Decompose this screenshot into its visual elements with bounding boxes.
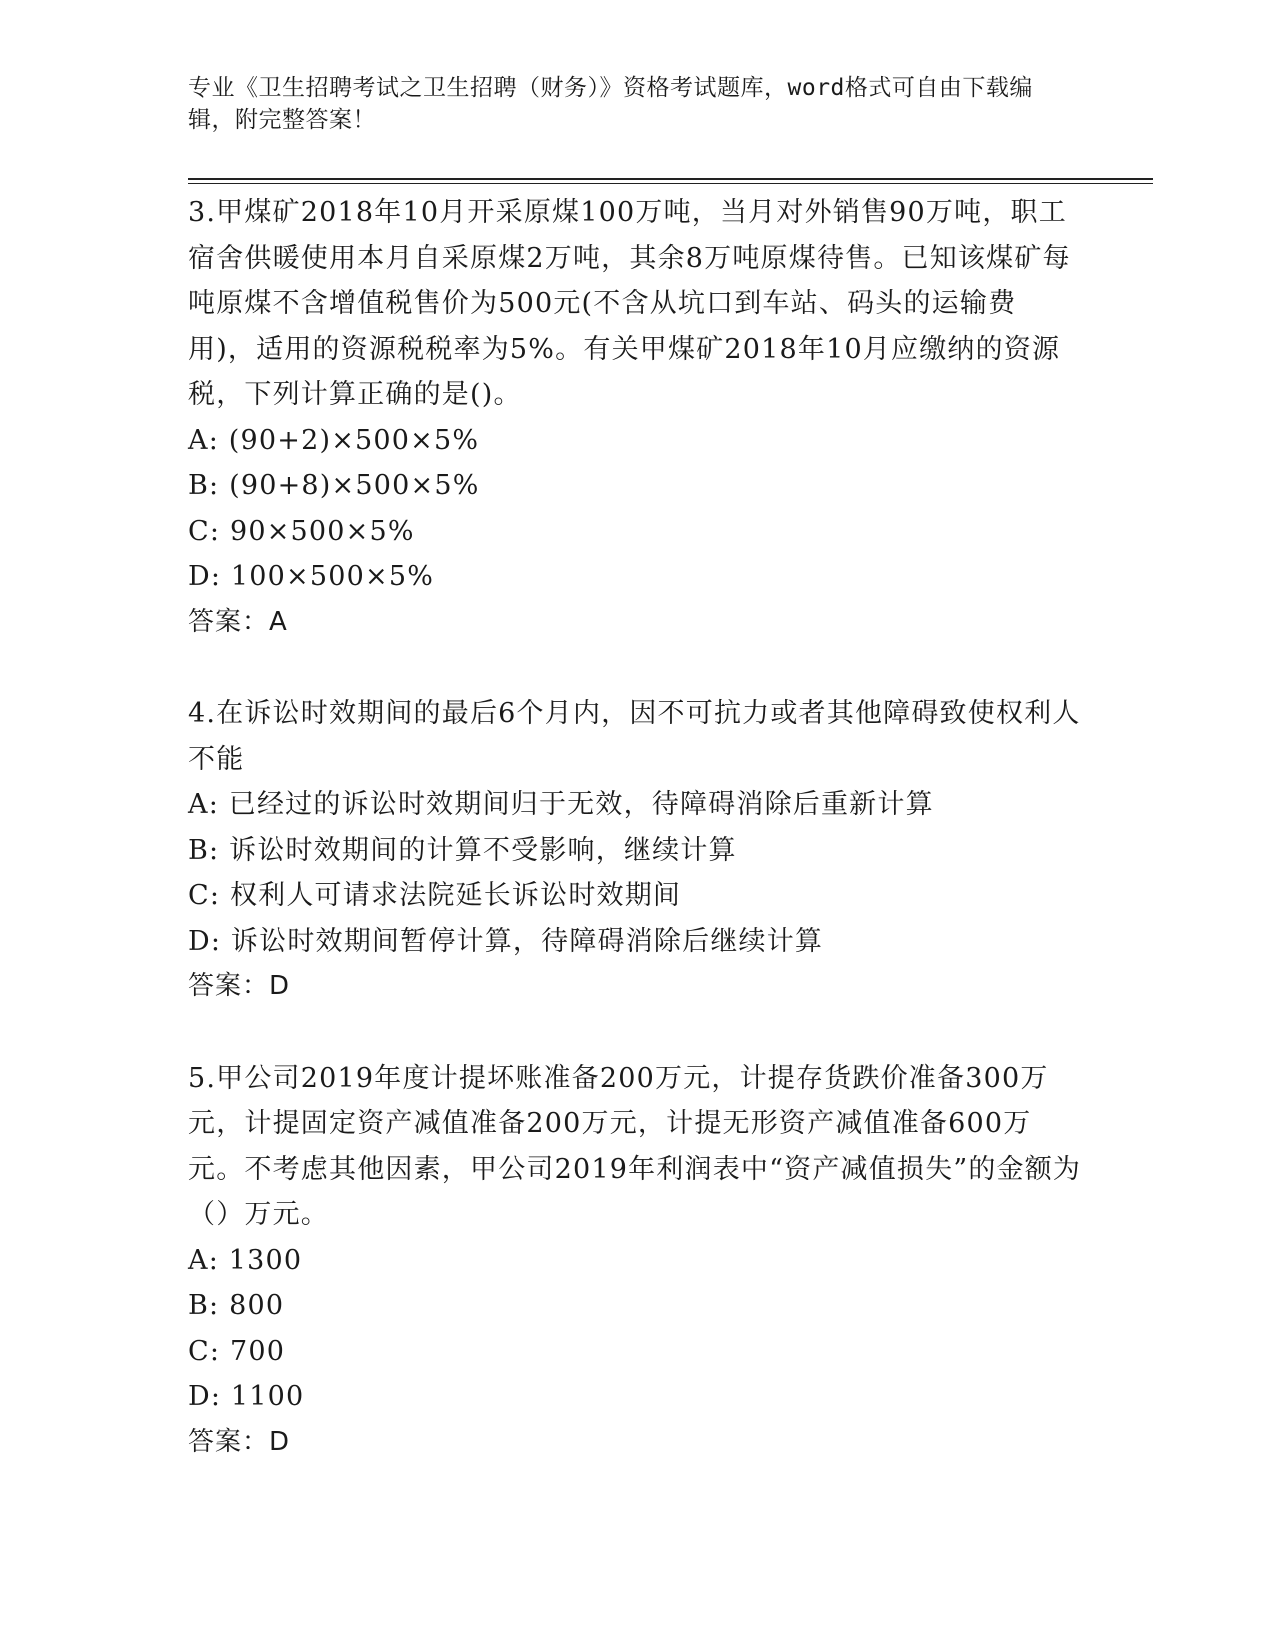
question-list xyxy=(188,190,1083,1511)
option-d: D: 1100 xyxy=(188,1381,305,1412)
option-a: A: (90+2)×500×5% xyxy=(188,424,480,456)
option-b: B: 诉讼时效期间的计算不受影响，继续计算 xyxy=(188,834,737,866)
answer-label: 答案：D xyxy=(188,971,291,1001)
option-c: C: 权利人可请求法院延长诉讼时效期间 xyxy=(188,880,682,911)
header-divider-thin xyxy=(188,183,1153,184)
question-3 xyxy=(188,190,1083,645)
option-b: B: (90+8)×500×5% xyxy=(188,470,480,501)
question-stem: 4.在诉讼时效期间的最后6个月内，因不可抗力或者其他障碍致使权利人不能 xyxy=(188,698,1081,775)
question-stem: 3.甲煤矿2018年10月开采原煤100万吨，当月对外销售90万吨，职工宿舍供暖使用本月自采原煤2万吨，其余8万吨原煤待售。已知该煤矿每吨原煤不含增值税售价为500元(不含从坑口到车站、码头的运输费用)，适用的资源税税率为5%。有关甲煤矿2018年10月应缴纳的资源税，下列计算正确的是()。 xyxy=(188,197,1071,410)
option-d: D: 诉讼时效期间暂停计算，待障碍消除后继续计算 xyxy=(188,925,824,957)
question-5 xyxy=(188,1056,1083,1466)
option-a: A: 1300 xyxy=(188,1244,303,1276)
document-header: 专业《卫生招聘考试之卫生招聘（财务）》资格考试题库，word格式可自由下载编辑，附完整答案！ xyxy=(188,75,1033,133)
header-divider-thick xyxy=(188,178,1153,180)
option-c: C: 90×500×5% xyxy=(188,515,415,547)
question-4 xyxy=(188,691,1083,1010)
option-c: C: 700 xyxy=(188,1335,286,1367)
answer-label: 答案：A xyxy=(188,606,288,637)
option-a: A: 已经过的诉讼时效期间归于无效，待障碍消除后重新计算 xyxy=(188,789,934,820)
option-d: D: 100×500×5% xyxy=(188,561,435,592)
question-stem: 5.甲公司2019年度计提坏账准备200万元，计提存货跌价准备300万元，计提固定资产减值准备200万元，计提无形资产减值准备600万元。不考虑其他因素，甲公司2019年利润表中“资产减值损失”的金额为（）万元。 xyxy=(188,1062,1082,1230)
option-b: B: 800 xyxy=(188,1290,285,1321)
answer-label: 答案：D xyxy=(188,1426,291,1457)
